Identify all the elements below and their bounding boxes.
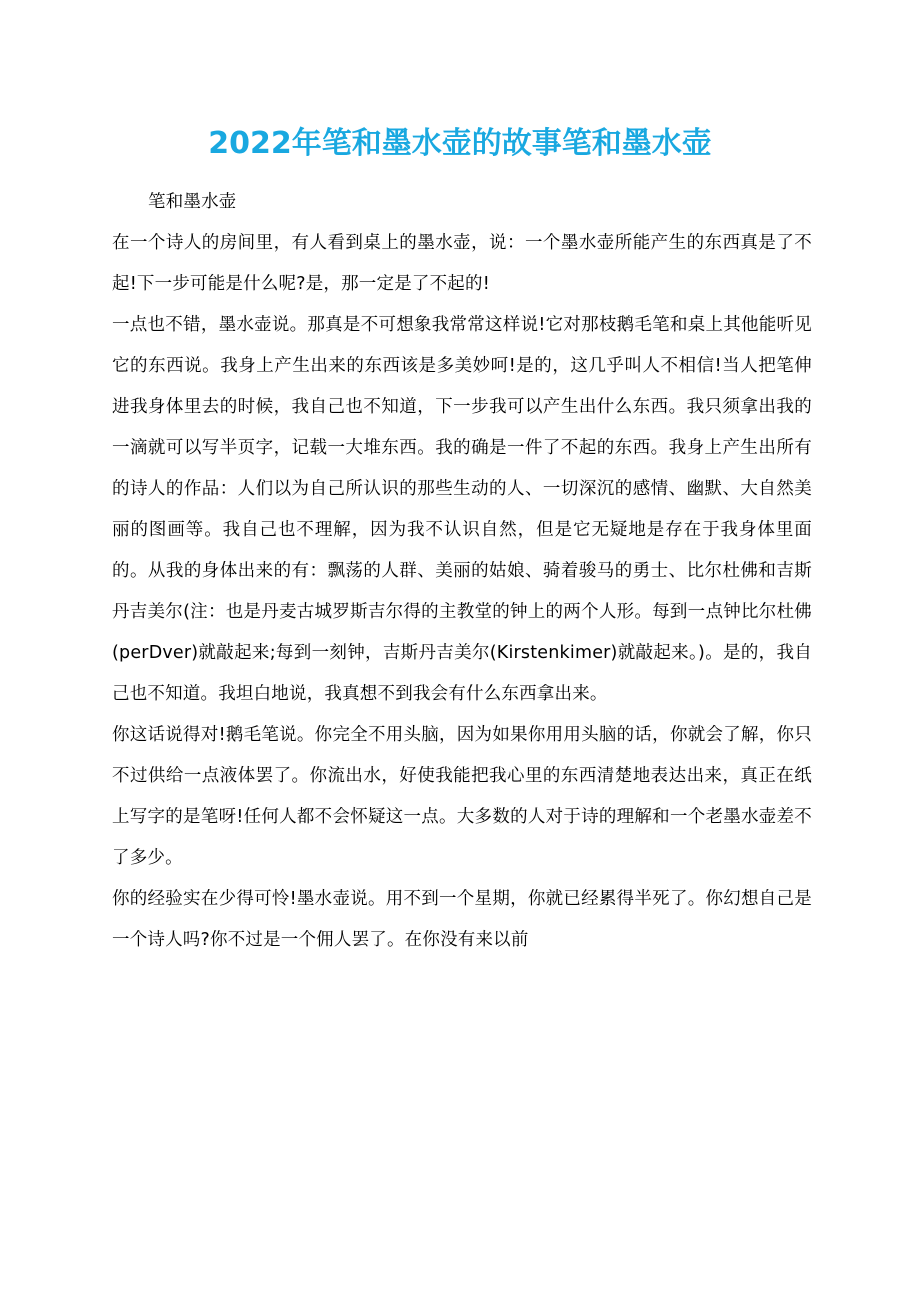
paragraph-1: 在一个诗人的房间里，有人看到桌上的墨水壶，说：一个墨水壶所能产生的东西真是了不起!下一步可能是什么呢?是，那一定是了不起的! [112,233,812,294]
page-title: 2022年笔和墨水壶的故事笔和墨水壶 [208,126,712,161]
document-body [112,182,812,961]
paragraph-2: 一点也不错，墨水壶说。那真是不可想象我常常这样说!它对那枝鹅毛笔和桌上其他能听见它的东西说。我身上产生出来的东西该是多美妙呵!是的，这几乎叫人不相信!当人把笔伸进我身体里去的时候，我自己也不知道，下一步我可以产生出什么东西。我只须拿出我的一滴就可以写半页字，记载一大堆东西。我的确是一件了不起的东西。我身上产生出所有的诗人的作品：人们以为自己所认识的那些生动的人、一切深沉的感情、幽默、大自然美丽的图画等。我自己也不理解，因为我不认识自然，但是它无疑地是存在于我身体里面的。从我的身体出来的有：飘荡的人群、美丽的姑娘、骑着骏马的勇士、比尔杜佛和吉斯丹吉美尔(注：也是丹麦古城罗斯吉尔得的主教堂的钟上的两个人形。每到一点钟比尔杜佛(perDver)就敲起来;每到一刻钟，吉斯丹吉美尔(Kirstenkimer)就敲起来。)。是的，我自己也不知道。我坦白地说，我真想不到我会有什么东西拿出来。 [112,315,812,704]
paragraph-heading: 笔和墨水壶 [148,192,237,212]
paragraph-3: 你这话说得对!鹅毛笔说。你完全不用头脑，因为如果你用用头脑的话，你就会了解，你只不过供给一点液体罢了。你流出水，好使我能把我心里的东西清楚地表达出来，真正在纸上写字的是笔呀!任何人都不会怀疑这一点。大多数的人对于诗的理解和一个老墨水壶差不了多少。 [112,725,812,868]
paragraph-4: 你的经验实在少得可怜!墨水壶说。用不到一个星期，你就已经累得半死了。你幻想自己是一个诗人吗?你不过是一个佣人罢了。在你没有来以前 [112,889,812,950]
